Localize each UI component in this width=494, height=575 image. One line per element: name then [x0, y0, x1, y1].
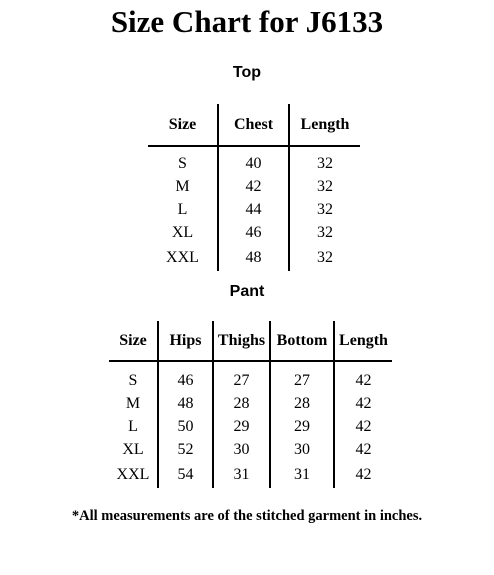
pant-header-hips: Hips	[158, 321, 213, 361]
table-cell: 28	[270, 392, 334, 415]
table-cell: M	[125, 394, 141, 412]
table-cell: 44	[218, 198, 289, 221]
table-cell: 27	[213, 361, 270, 392]
table-cell: 29	[270, 415, 334, 438]
table-cell: 42	[218, 175, 289, 198]
table-cell: 46	[218, 221, 289, 244]
table-cell: 32	[289, 146, 360, 175]
table-row	[148, 198, 360, 221]
table-row	[109, 415, 392, 438]
pant-size-table	[109, 321, 392, 488]
table-row	[148, 146, 360, 175]
table-cell: 32	[289, 198, 360, 221]
table-cell: 42	[334, 361, 392, 392]
table-cell: 32	[289, 244, 360, 271]
table-cell: 31	[270, 461, 334, 488]
table-cell: XL	[171, 223, 194, 241]
table-cell: 40	[218, 146, 289, 175]
table-cell: 42	[334, 438, 392, 461]
table-cell: 27	[270, 361, 334, 392]
table-cell: XXL	[116, 465, 150, 483]
table-cell: M	[175, 177, 190, 195]
measurement-note: *All measurements are of the stitched garment in inches.	[71, 508, 423, 524]
table-cell: 29	[213, 415, 270, 438]
table-cell: 42	[334, 461, 392, 488]
table-cell: 52	[158, 438, 213, 461]
table-row	[109, 438, 392, 461]
top-size-table	[148, 104, 360, 271]
table-cell: 31	[213, 461, 270, 488]
top-section-label: Top	[232, 64, 262, 81]
table-cell: S	[128, 372, 138, 389]
table-row	[109, 461, 392, 488]
table-cell: L	[128, 417, 138, 435]
table-cell: 46	[158, 361, 213, 392]
table-cell: 32	[289, 175, 360, 198]
table-cell: 30	[213, 438, 270, 461]
table-cell: XXL	[166, 248, 199, 266]
table-row	[148, 221, 360, 244]
table-row	[148, 244, 360, 271]
table-cell: 54	[158, 461, 213, 488]
table-cell: 48	[158, 392, 213, 415]
top-header-size: Size	[148, 104, 218, 146]
table-row	[148, 175, 360, 198]
table-cell: 50	[158, 415, 213, 438]
table-cell: 48	[218, 244, 289, 271]
pant-header-bottom: Bottom	[270, 321, 334, 361]
table-cell: S	[178, 155, 187, 172]
table-cell: 42	[334, 415, 392, 438]
pant-header-size: Size	[109, 321, 158, 361]
page-title: Size Chart for J6133	[110, 4, 384, 39]
table-cell: 30	[270, 438, 334, 461]
table-cell: 32	[289, 221, 360, 244]
pant-header-thighs: Thighs	[213, 321, 270, 361]
table-row	[109, 361, 392, 392]
table-cell: L	[177, 200, 188, 218]
table-row	[109, 392, 392, 415]
pant-section-label: Pant	[229, 283, 265, 300]
table-cell: 42	[334, 392, 392, 415]
table-cell: 28	[213, 392, 270, 415]
top-header-chest: Chest	[218, 104, 289, 146]
top-header-length: Length	[289, 104, 360, 146]
pant-header-length: Length	[334, 321, 392, 361]
table-cell: XL	[122, 440, 144, 458]
